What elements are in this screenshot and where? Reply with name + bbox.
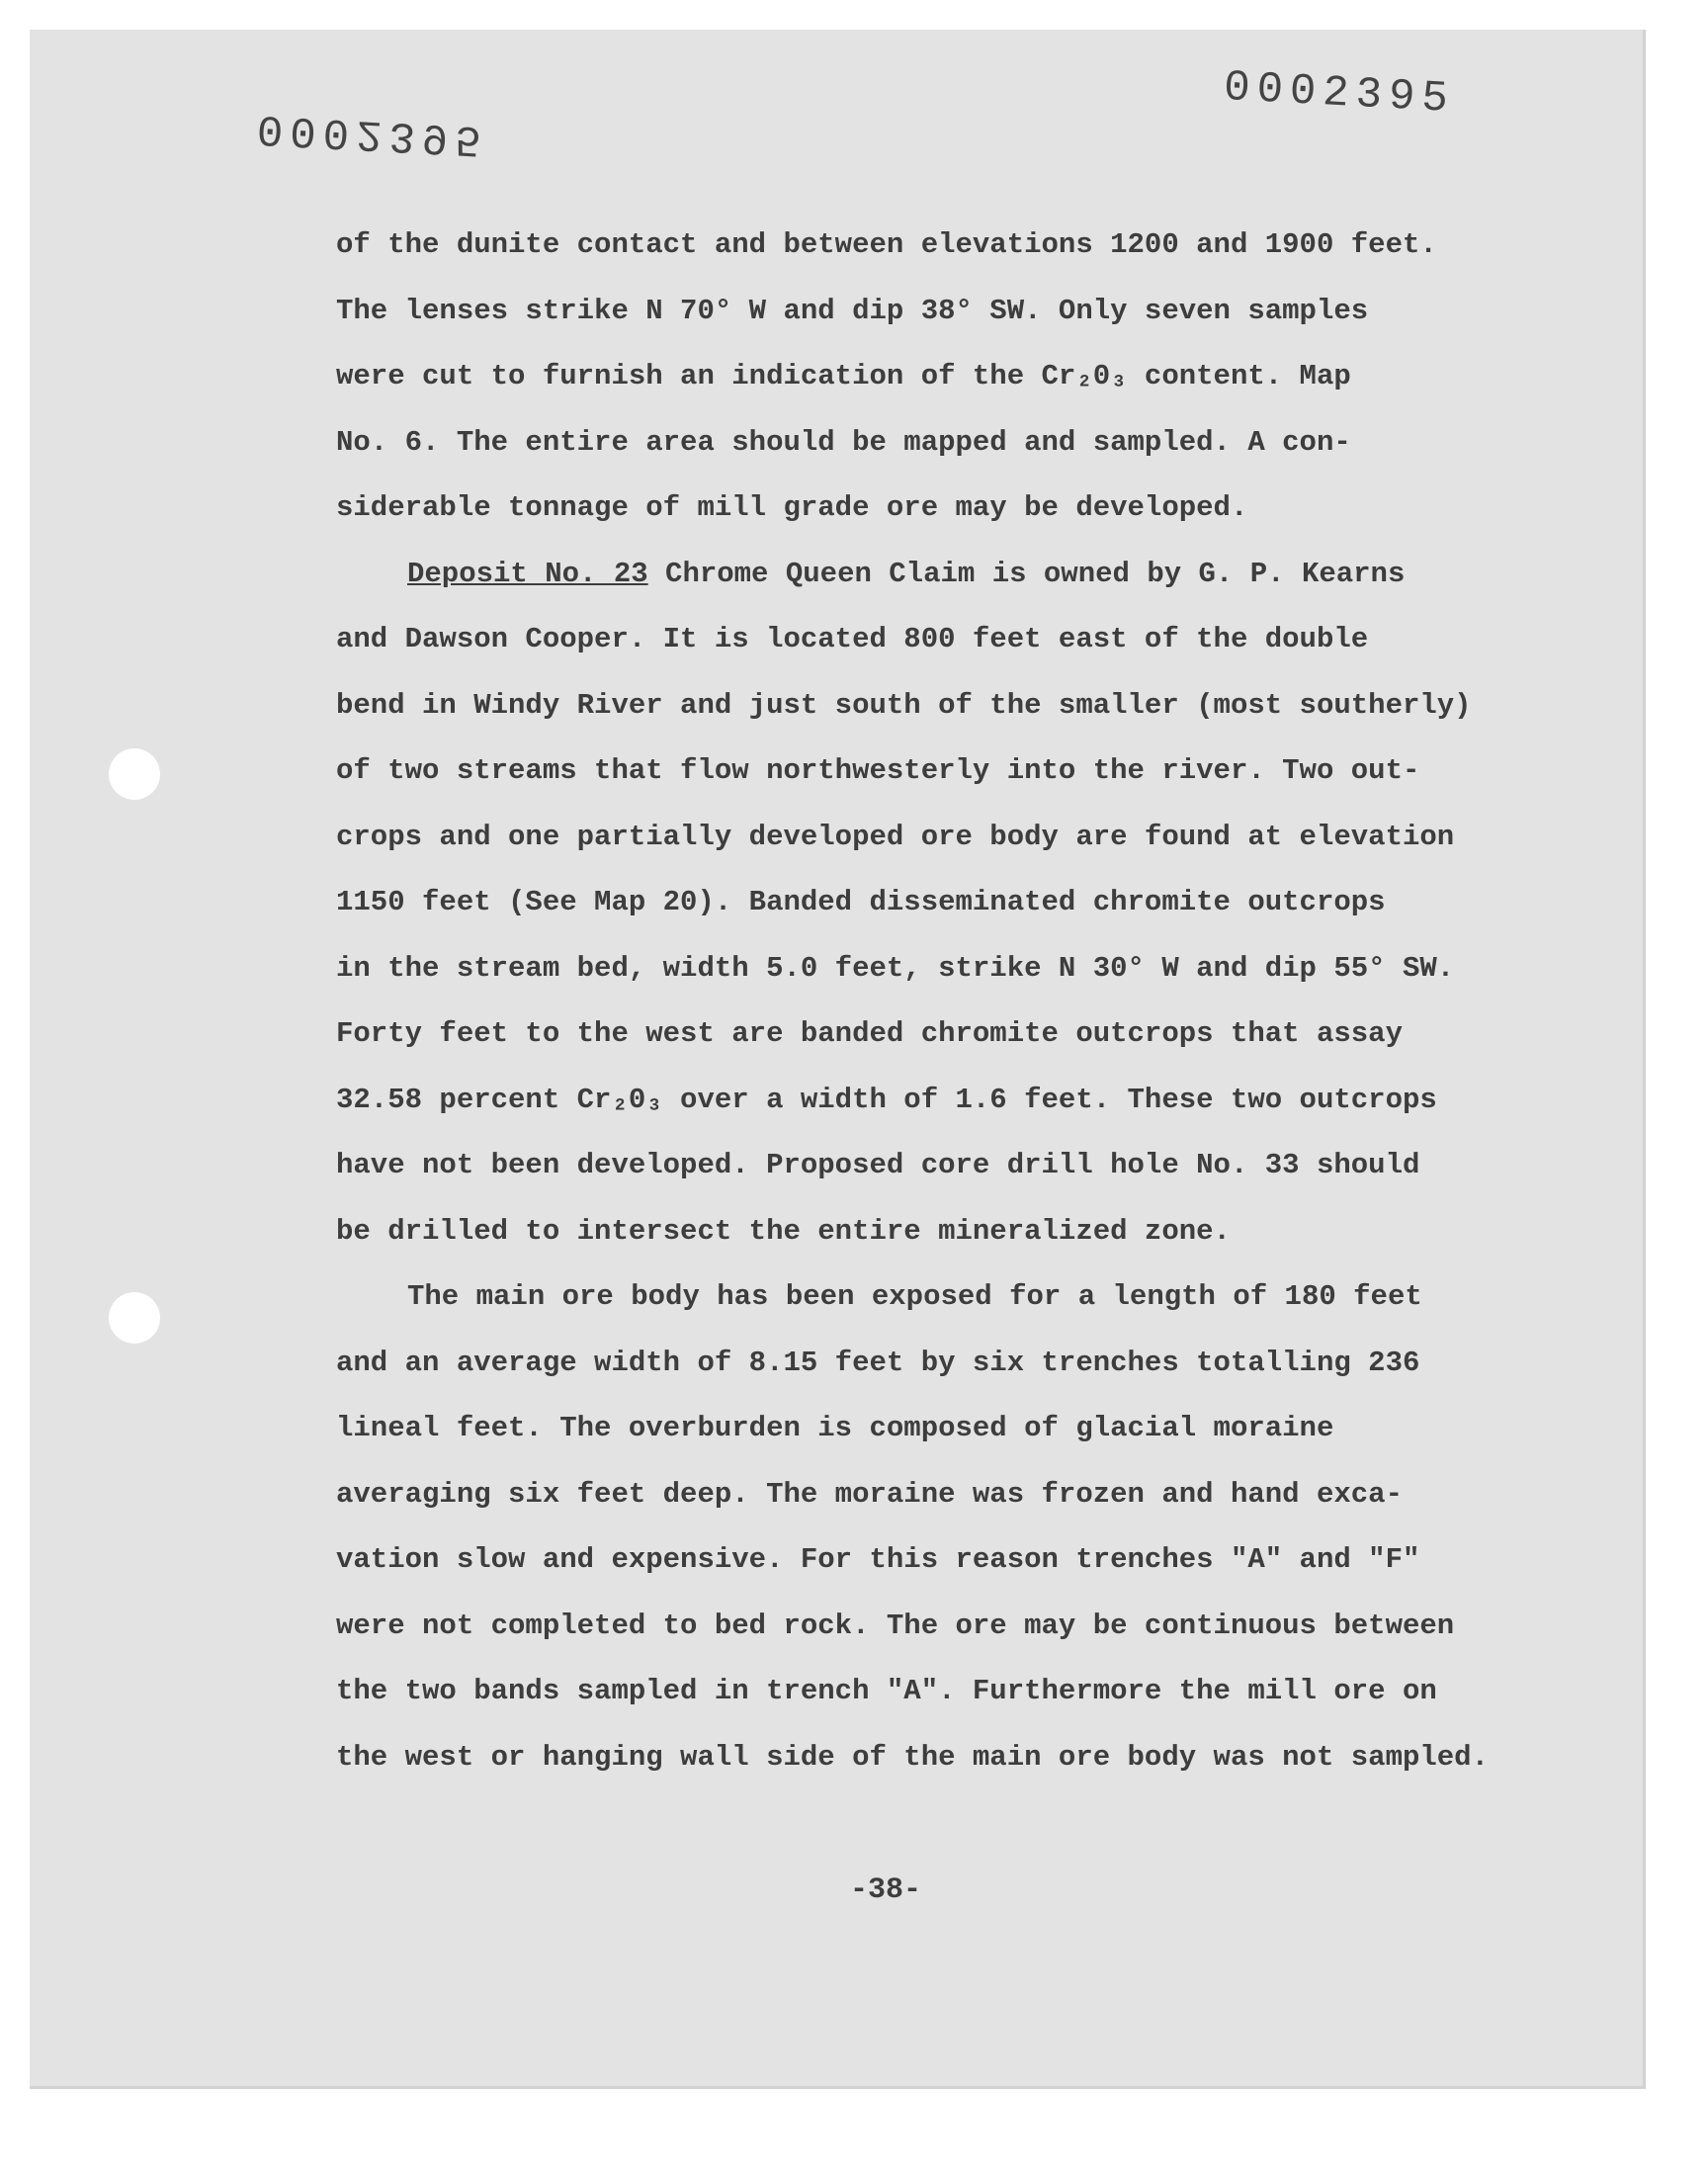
text-line: 1150 feet (See Map 20). Banded disseminated chromite outcrops	[336, 886, 1386, 918]
body-text	[336, 213, 1489, 1790]
text-line: the west or hanging wall side of the main ore body was not sampled.	[336, 1740, 1489, 1774]
text-line: 32.58 percent Cr₂0₃ over a width of 1.6 feet. These two outcrops	[336, 1083, 1437, 1116]
punch-hole-bottom	[109, 1292, 160, 1344]
deposit-heading-line	[336, 542, 1473, 608]
text-line: have not been developed. Proposed core drill hole No. 33 should	[336, 1149, 1420, 1181]
text-line: be drilled to intersect the entire mineralized zone.	[336, 1214, 1231, 1248]
text-line: Forty feet to the west are banded chromite outcrops that assay	[336, 1017, 1403, 1050]
text-line: and an average width of 8.15 feet by six trenches totalling 236	[336, 1346, 1420, 1379]
punch-hole-top	[109, 748, 160, 800]
text-line: the two bands sampled in trench "A". Furthermore the mill ore on	[336, 1675, 1437, 1707]
text-line: siderable tonnage of mill grade ore may be developed.	[336, 491, 1248, 524]
text-line: of the dunite contact and between elevations 1200 and 1900 feet.	[336, 228, 1437, 261]
text-line: and Dawson Cooper. It is located 800 feet east of the double	[336, 623, 1369, 655]
text-line: lineal feet. The overburden is composed of glacial moraine	[336, 1412, 1334, 1444]
text-line: Chrome Queen Claim is owned by G. P. Kearns	[647, 557, 1406, 590]
text-line: crops and one partially developed ore body are found at elevation	[336, 820, 1455, 853]
text-line: vation slow and expensive. For this reason trenches "A" and "F"	[336, 1543, 1420, 1576]
deposit-heading: Deposit No. 23	[407, 557, 648, 590]
text-line: bend in Windy River and just south of the smaller (most southerly)	[336, 688, 1472, 722]
mirrored-bates-stamp: 0002395	[255, 102, 489, 165]
text-line: No. 6. The entire area should be mapped and sampled. A con-	[336, 425, 1351, 459]
text-line: were not completed to bed rock. The ore may be continuous between	[336, 1609, 1455, 1642]
page-number: -38-	[850, 1873, 922, 1907]
text-line: averaging six feet deep. The moraine was frozen and hand exca-	[336, 1477, 1403, 1511]
bates-number-stamp: 0002395	[1222, 62, 1456, 126]
text-line: The lenses strike N 70° W and dip 38° SW. Only seven samples	[336, 294, 1369, 327]
text-line: The main ore body has been exposed for a length of 180 feet	[407, 1280, 1422, 1313]
text-line: in the stream bed, width 5.0 feet, strike N 30° W and dip 55° SW.	[336, 951, 1455, 985]
text-line: were cut to furnish an indication of the Cr₂0₃ content. Map	[336, 360, 1351, 392]
text-line: of two streams that flow northwesterly into the river. Two out-	[336, 754, 1420, 787]
